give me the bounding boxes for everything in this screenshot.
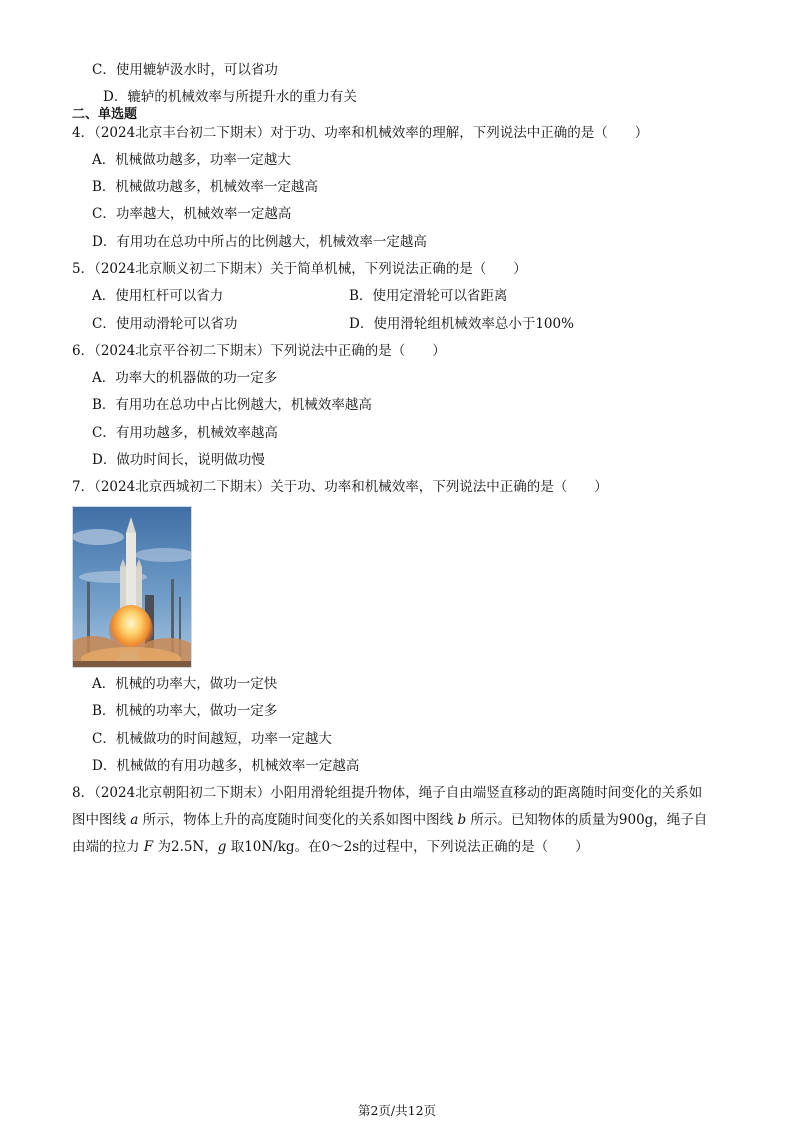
q5-option-d: D．使用滑轮组机械效率总小于100%	[349, 316, 574, 332]
q7-option-d: D．机械做的有用功越多，机械效率一定越高	[92, 758, 360, 774]
q8-stem-line3: 由端的拉力 F 为2.5N，g 取10N/kg。在0～2s的过程中，下列说法正确的是（ ）	[72, 839, 589, 855]
q5-option-a: A．使用杠杆可以省力	[92, 288, 224, 304]
q7-option-b: B．机械的功率大，做功一定多	[92, 703, 278, 719]
page-footer: 第2页/共12页	[357, 1103, 437, 1118]
section-title: 二、单选题	[72, 107, 138, 122]
q6-option-d: D．做功时间长，说明做功慢	[92, 452, 265, 468]
q4-option-a: A．机械做功越多，功率一定越大	[92, 152, 291, 168]
prev-option-d: D．辘轳的机械效率与所提升水的重力有关	[103, 89, 357, 105]
q4-option-b: B．机械做功越多，机械效率一定越高	[92, 179, 318, 195]
q8-stem-line1: 8．（2024北京朝阳初二下期末）小阳用滑轮组提升物体，绳子自由端竖直移动的距离随时间变化的关系如	[72, 785, 703, 801]
q7-option-a: A．机械的功率大，做功一定快	[92, 676, 278, 692]
prev-option-c: C．使用辘轳汲水时，可以省功	[92, 62, 278, 78]
q5-option-c: C．使用动滑轮可以省功	[92, 316, 238, 332]
q6-option-c: C．有用功越多，机械效率越高	[92, 425, 278, 441]
rocket-launch-photo	[72, 506, 192, 668]
q7-stem: 7．（2024北京西城初二下期末）关于功、功率和机械效率，下列说法中正确的是（ ）	[72, 479, 608, 495]
q6-option-a: A．功率大的机器做的功一定多	[92, 370, 278, 386]
q6-stem: 6．（2024北京平谷初二下期末）下列说法中正确的是（ ）	[72, 343, 446, 359]
q4-option-d: D．有用功在总功中所占的比例越大，机械效率一定越高	[92, 234, 427, 250]
q7-option-c: C．机械做功的时间越短，功率一定越大	[92, 731, 332, 747]
q5-option-b: B．使用定滑轮可以省距离	[349, 288, 508, 304]
q5-stem: 5．（2024北京顺义初二下期末）关于简单机械，下列说法正确的是（ ）	[72, 261, 527, 277]
q8-stem-line2: 图中图线 a 所示，物体上升的高度随时间变化的关系如图中图线 b 所示。已知物体的质量为900g，绳子自	[72, 812, 708, 828]
q4-option-c: C．功率越大，机械效率一定越高	[92, 206, 292, 222]
q6-option-b: B．有用功在总功中占比例越大，机械效率越高	[92, 397, 372, 413]
q4-stem: 4．（2024北京丰台初二下期末）对于功、功率和机械效率的理解，下列说法中正确的是（ ）	[72, 125, 649, 141]
